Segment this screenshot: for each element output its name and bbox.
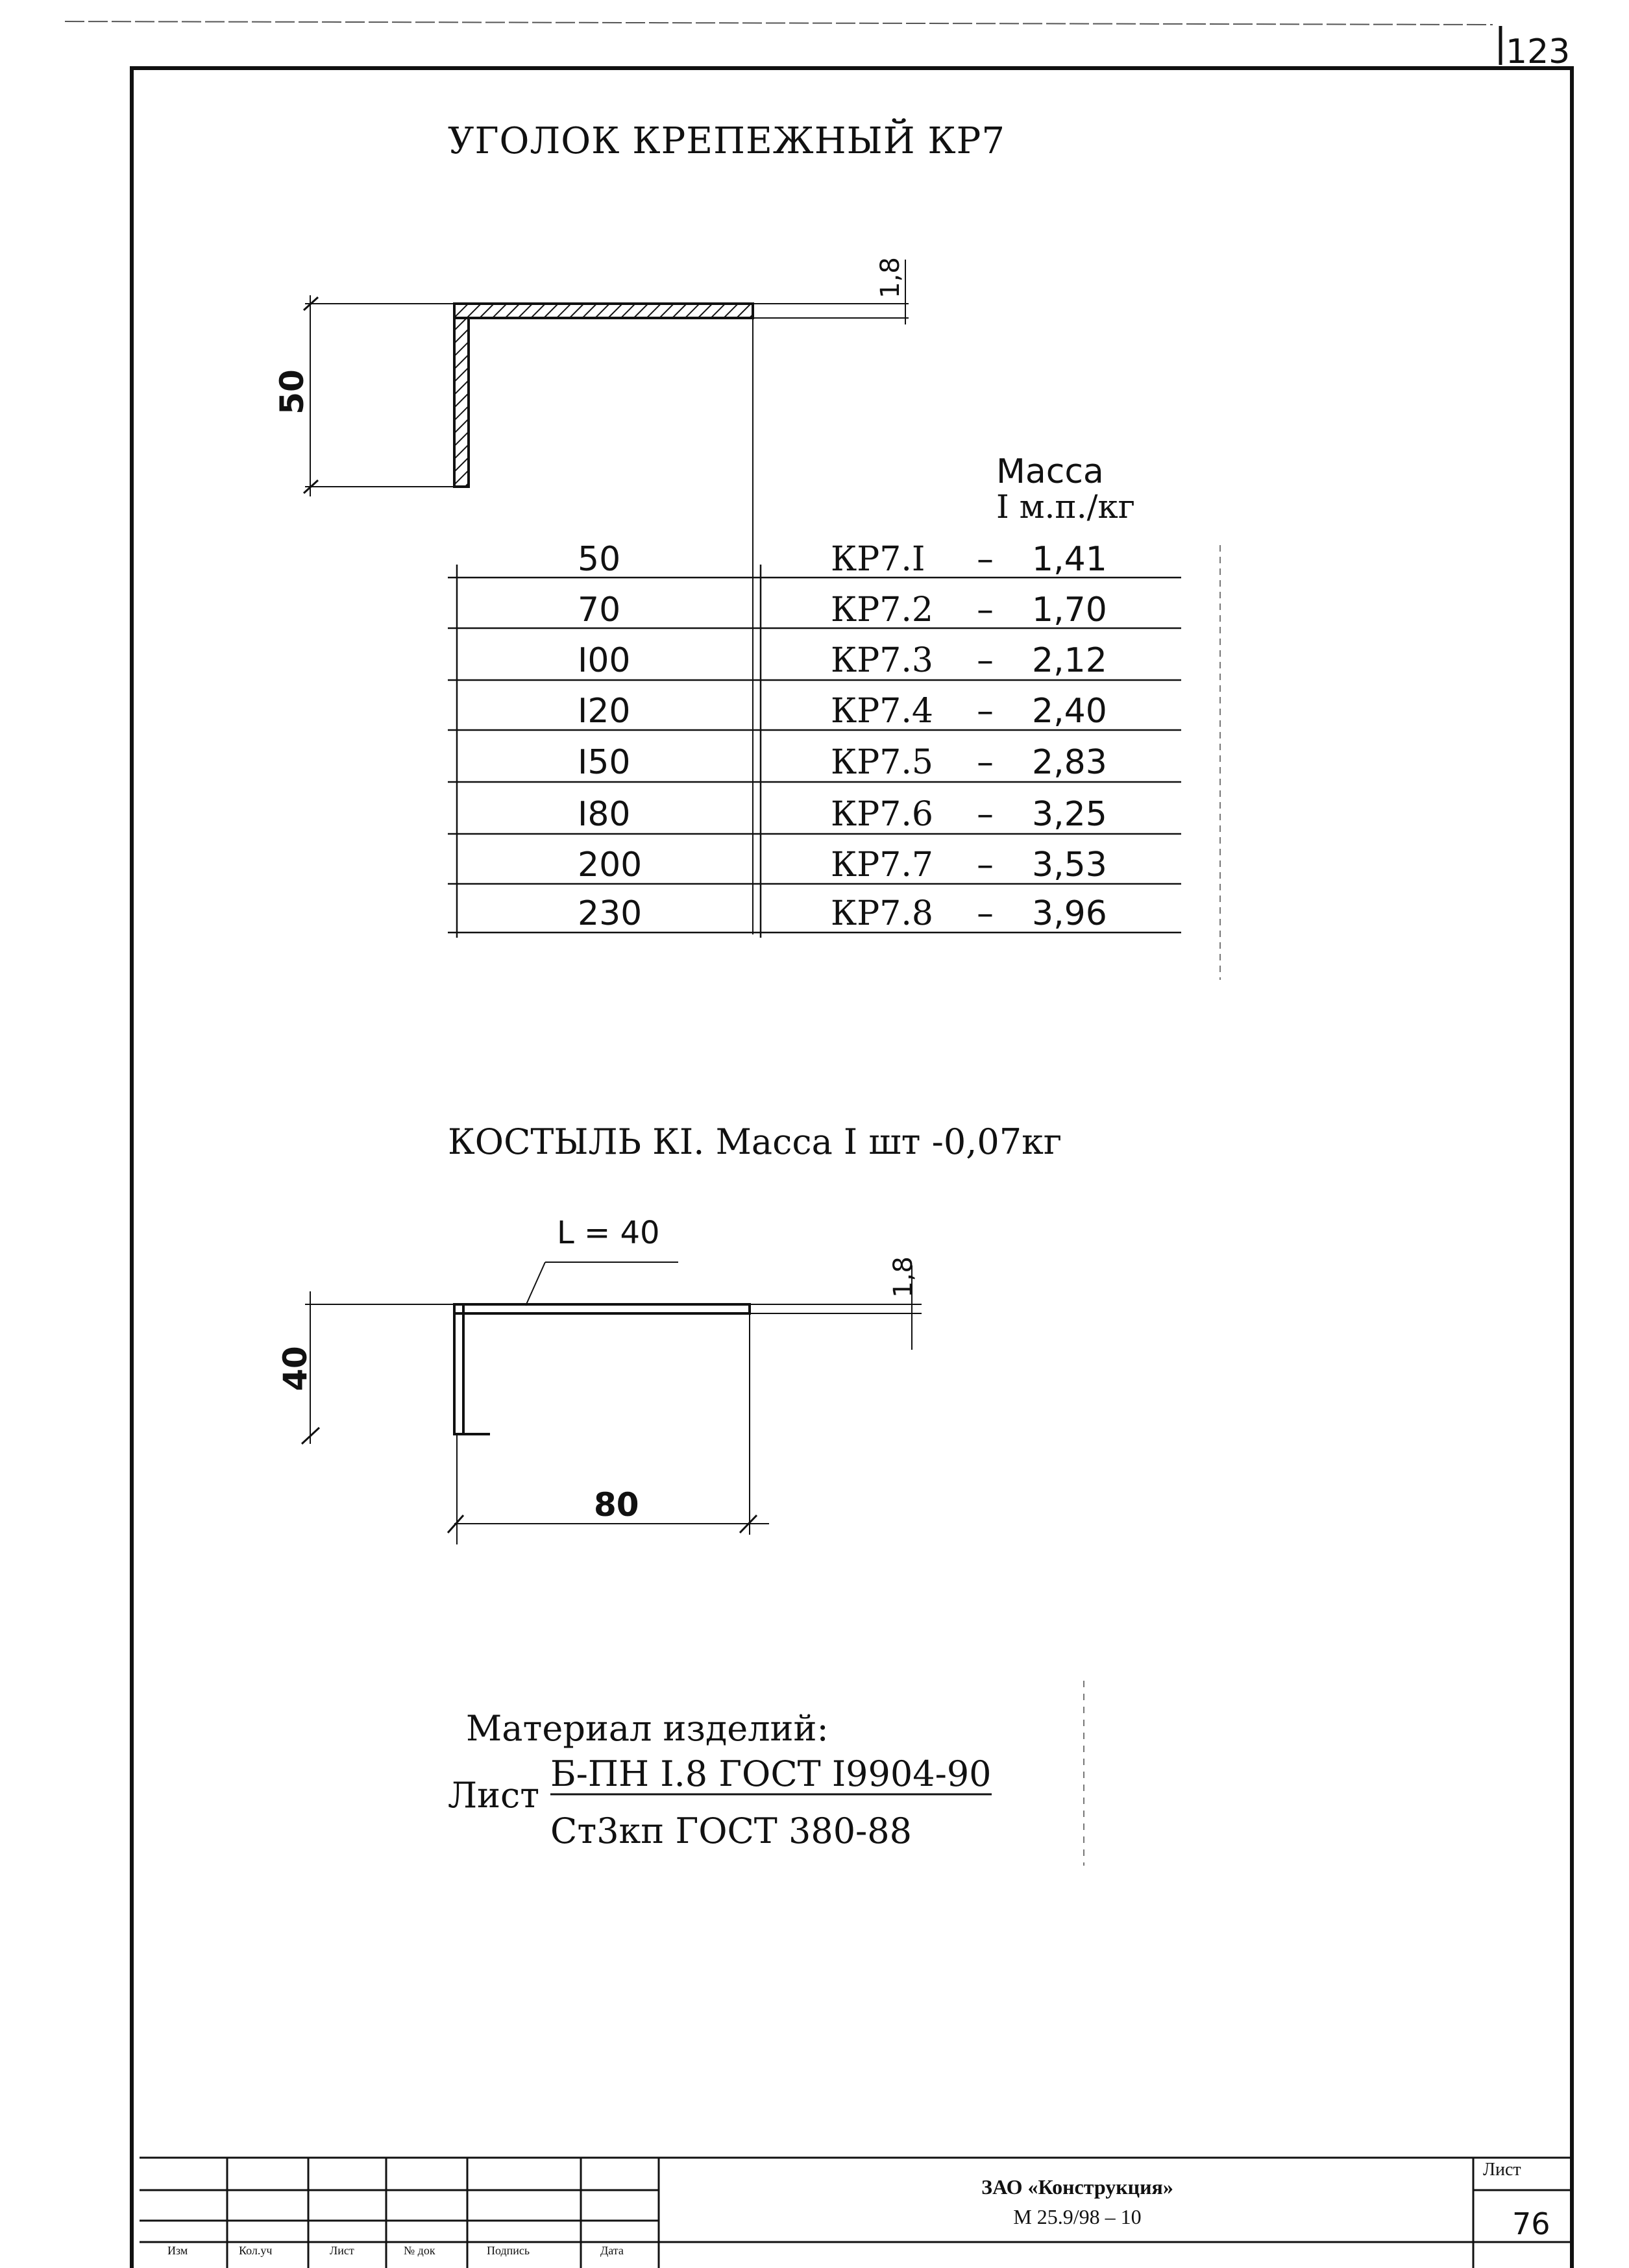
stamp-header-signature: Подпись: [487, 2244, 530, 2257]
crutch-thickness-dimension: 1,8: [888, 1256, 918, 1298]
angle-size-cell: 50: [578, 540, 621, 579]
angle-size-cell: 70: [578, 591, 621, 629]
material-sheet-spec: Б-ПН I.8 ГОСТ I9904-90: [550, 1753, 992, 1794]
angle-dash: –: [977, 641, 994, 680]
angle-code-cell: КР7.4: [831, 692, 933, 731]
angle-mass-cell: 2,83: [1032, 743, 1107, 782]
crutch-length-label: L = 40: [557, 1215, 660, 1251]
stamp-header-kol: Кол.уч: [239, 2244, 273, 2257]
angle-mass-cell: 3,53: [1032, 846, 1107, 884]
company-name: ЗАО «Конструкция»: [981, 2175, 1173, 2199]
angle-thickness-dimension: 1,8: [875, 257, 905, 299]
sheet-number: 76: [1512, 2206, 1550, 2241]
angle-mass-cell: 1,41: [1032, 540, 1107, 579]
angle-code-cell: КР7.2: [831, 591, 933, 629]
sheet-label: Лист: [1483, 2160, 1521, 2180]
crutch-height-dimension: 40: [276, 1346, 314, 1391]
angle-size-cell: I50: [578, 743, 631, 782]
angle-code-cell: КР7.3: [831, 641, 933, 680]
crutch-width-dimension: 80: [594, 1486, 639, 1524]
angle-dash: –: [977, 894, 994, 933]
material-title: Материал изделий:: [466, 1708, 829, 1749]
angle-height-dimension: 50: [273, 369, 311, 415]
angle-dash: –: [977, 743, 994, 782]
angle-code-cell: КР7.7: [831, 846, 933, 884]
angle-mass-cell: 3,25: [1032, 795, 1107, 834]
angle-dash: –: [977, 591, 994, 629]
angle-dash: –: [977, 692, 994, 731]
mass-header: Масса: [996, 452, 1104, 491]
angle-size-cell: I00: [578, 641, 631, 680]
material-list-label: Лист: [448, 1775, 540, 1816]
angle-size-cell: I80: [578, 795, 631, 834]
angle-dash: –: [977, 846, 994, 884]
angle-mass-cell: 1,70: [1032, 591, 1107, 629]
angle-mass-cell: 3,96: [1032, 894, 1107, 933]
angle-code-cell: КР7.I: [831, 540, 925, 579]
material-steel-spec: Ст3кп ГОСТ 380-88: [550, 1811, 912, 1851]
stamp-header-date: Дата: [600, 2244, 624, 2257]
angle-mass-cell: 2,40: [1032, 692, 1107, 731]
angle-dash: –: [977, 540, 994, 579]
angle-size-cell: 200: [578, 846, 643, 884]
crutch-title: КОСТЫЛЬ КI. Масса I шт -0,07кг: [448, 1121, 1062, 1162]
angle-code-cell: КР7.8: [831, 894, 933, 933]
document-code: М 25.9/98 – 10: [1013, 2205, 1142, 2228]
stamp-header-list: Лист: [330, 2244, 354, 2257]
page-number: 123: [1506, 32, 1571, 71]
angle-size-cell: I20: [578, 692, 631, 731]
angle-code-cell: КР7.6: [831, 795, 933, 834]
stamp-header-doc: № док: [404, 2244, 435, 2257]
angle-dash: –: [977, 795, 994, 834]
stamp-header-izm: Изм: [167, 2244, 188, 2257]
mass-header-units: I м.п./кг: [996, 488, 1135, 526]
angle-code-cell: КР7.5: [831, 743, 933, 782]
angle-size-cell: 230: [578, 894, 643, 933]
angle-title: УГОЛОК КРЕПЕЖНЫЙ КР7: [448, 120, 1005, 162]
angle-mass-cell: 2,12: [1032, 641, 1107, 680]
